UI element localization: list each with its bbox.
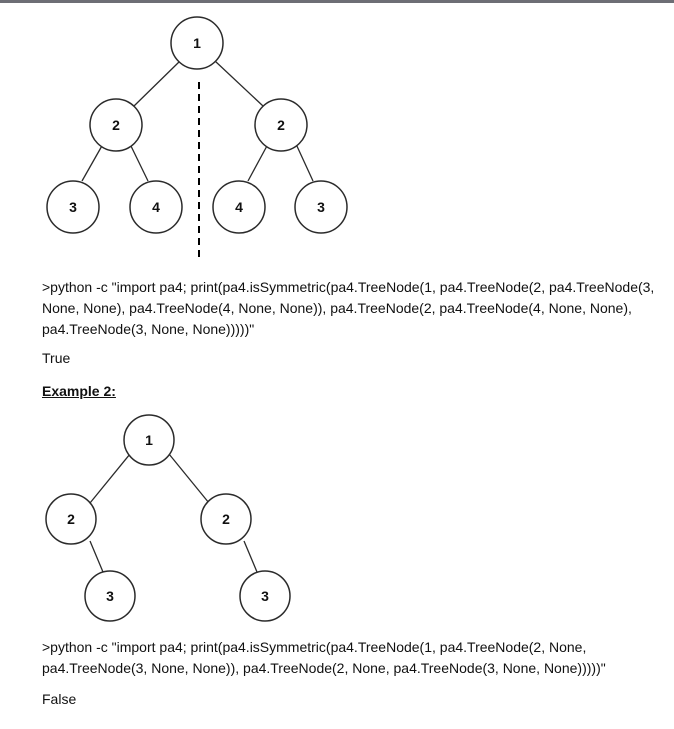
edge-2l-4: [130, 144, 148, 181]
top-border: [0, 0, 674, 3]
svg-text:3: 3: [261, 588, 269, 604]
example2-heading: Example 2:: [42, 383, 116, 399]
tree-node: [295, 181, 347, 233]
edge-1-2l: [90, 454, 130, 503]
symmetric-tree-diagram: [0, 15, 674, 270]
svg-text:3: 3: [69, 199, 77, 215]
svg-text:3: 3: [106, 588, 114, 604]
tree-node: [90, 99, 142, 151]
tree-node: [213, 181, 265, 233]
example1-command: >python -c "import pa4; print(pa4.isSymmetric(pa4.TreeNode(1, pa4.TreeNode(2, pa4.TreeNode(3, None, None), pa4.TreeNode(4, None, None)), pa4.TreeNode(2, pa4.TreeNode(4, None, None), pa4.TreeNode(3, None, None)))))": [42, 279, 655, 337]
edge-2r-3: [244, 541, 257, 572]
example2-command: >python -c "import pa4; print(pa4.isSymmetric(pa4.TreeNode(1, pa4.TreeNode(2, None, pa4.TreeNode(3, None, None)), pa4.TreeNode(2, None, pa4.TreeNode(3, None, None)))))": [42, 639, 606, 676]
tree-node: [201, 494, 251, 544]
svg-text:4: 4: [235, 199, 243, 215]
svg-text:4: 4: [152, 199, 160, 215]
tree-node: [46, 494, 96, 544]
tree-node: [85, 571, 135, 621]
tree-node: [240, 571, 290, 621]
tree-node: [47, 181, 99, 233]
edge-2l-3: [82, 144, 103, 181]
svg-text:2: 2: [222, 511, 230, 527]
svg-text:2: 2: [67, 511, 75, 527]
asymmetric-tree-diagram: [0, 410, 674, 625]
edge-1-2r: [169, 454, 209, 503]
svg-text:3: 3: [317, 199, 325, 215]
tree-node: [255, 99, 307, 151]
svg-text:1: 1: [193, 35, 201, 51]
tree-node: [130, 181, 182, 233]
edge-2r-4: [248, 144, 268, 181]
example1-result: True: [42, 350, 71, 366]
edge-2l-3: [90, 541, 103, 572]
svg-text:1: 1: [145, 432, 153, 448]
tree-node: [171, 17, 223, 69]
example2-result: False: [42, 691, 77, 707]
edge-1-2r: [215, 61, 263, 106]
svg-text:2: 2: [277, 117, 285, 133]
tree-node: [124, 415, 174, 465]
edge-2r-3: [296, 144, 313, 181]
svg-text:2: 2: [112, 117, 120, 133]
edge-1-2l: [134, 61, 180, 106]
